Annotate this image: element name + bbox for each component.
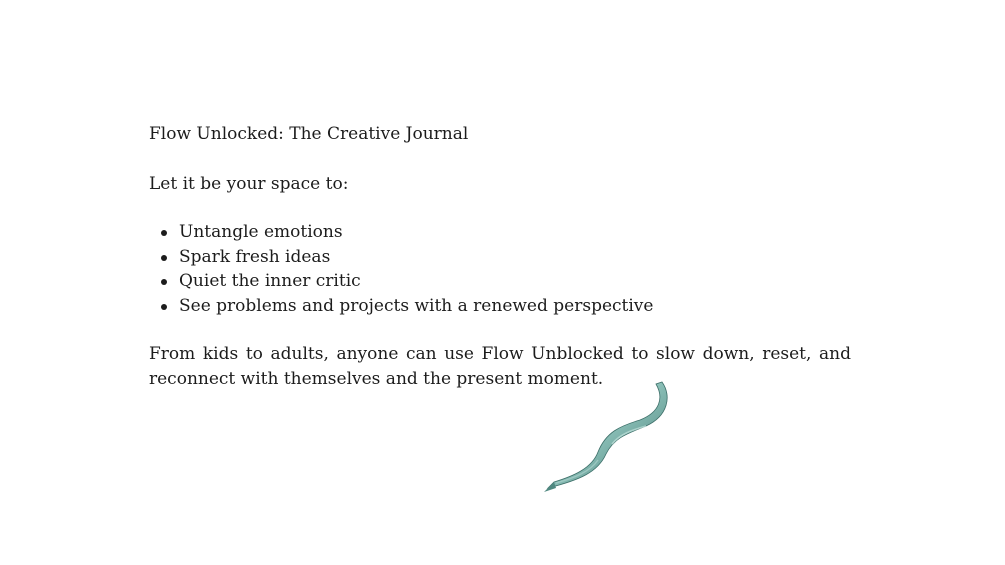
bullet-text: Untangle emotions: [179, 222, 343, 242]
bullet-icon: [161, 255, 167, 261]
bullet-text: See problems and projects with a renewed perspective: [179, 295, 654, 316]
bullet-icon: [161, 230, 167, 236]
intro-text: Let it be your space to:: [149, 173, 349, 194]
bullet-icon: [161, 304, 167, 310]
ribbon-icon: [540, 376, 680, 496]
bullet-item: [179, 269, 851, 294]
bullet-text: Quiet the inner critic: [179, 271, 361, 291]
bullet-text: Spark fresh ideas: [179, 246, 331, 267]
closing-paragraph: From kids to adults, anyone can use Flow Unblocked to slow down, reset, and reconnect with themselves and the present moment.: [149, 344, 851, 389]
bullet-icon: [161, 279, 167, 285]
bullet-item: [179, 220, 851, 245]
document-body: [149, 122, 851, 391]
bullet-item: [179, 294, 851, 319]
document-title: Flow Unlocked: The Creative Journal: [149, 124, 469, 144]
bullet-item: [179, 245, 851, 270]
bullet-list: [149, 220, 851, 318]
